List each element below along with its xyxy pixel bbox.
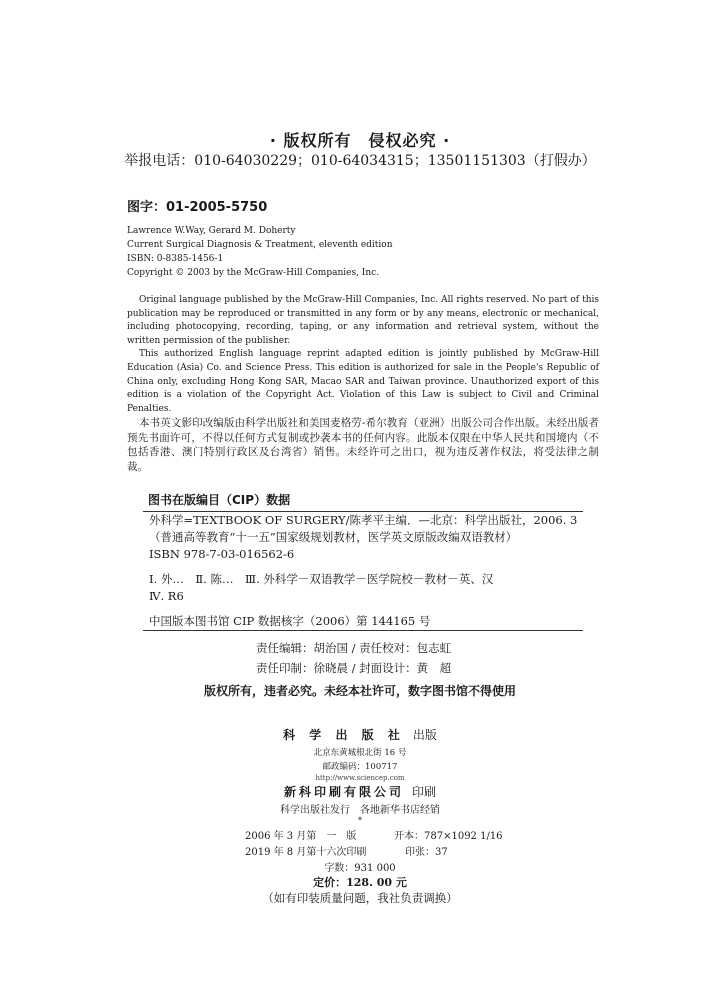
report-phone: 举报电话：010-64030229；010-64034315；13501151303（打假办）: [124, 153, 596, 169]
original-language-notice: Original language published by the McGraw-Hill Companies, Inc. All rights reserved. No part of this publication may be reproduced or transmitted in any form or by any means, electronic or mechanical, including photocopying, recording, taping, or any information and retrieval system, without the written permission of the publisher.: [127, 295, 599, 346]
printer-name: 新科印刷有限公司: [283, 785, 404, 799]
cip-data-block: [143, 511, 583, 631]
original-copyright: Copyright © 2003 by the McGraw-Hill Companies, Inc.: [127, 268, 380, 278]
publisher-row: [0, 726, 720, 743]
original-isbn: ISBN: 0-8385-1456-1: [127, 254, 224, 264]
publisher-address: 北京东黄城根北街 16 号: [313, 748, 407, 758]
cip-isbn: ISBN 978-7-03-016562-6: [149, 547, 295, 561]
permit-number: 图字：01-2005-5750: [127, 200, 268, 215]
cip-line-2: （普通高等教育“十一五”国家级规划教材，医学英文原版改编双语教材）: [149, 530, 518, 544]
publisher-name: 科 学 出 版 社: [283, 728, 405, 742]
cip-number: 中国版本图书馆 CIP 数据核字（2006）第 144165 号: [149, 614, 431, 628]
cip-bottom-rule: [143, 630, 583, 631]
edition-line: 2006 年 3 月第 一 版: [245, 831, 357, 842]
authorized-reprint-notice: This authorized English language reprint adapted edition is jointly published by McGraw-Hill Education (Asia) Co. and Science Press. This edition is authorized for sale in the People's Republic of China only, excluding Hong Kong SAR, Macao SAR and Taiwan province. Unauthorized export of this edition is a violation of the Copyright Act. Violation of this Law is subject to Civil and Criminal Penalties.: [127, 349, 599, 414]
chinese-notice: 本书英文影印改编版由科学出版社和美国麦格劳-希尔教育（亚洲）出版公司合作出版。未经出版者预先书面许可，不得以任何方式复制或抄袭本书的任何内容。此版本仅限在中华人民共和国境内（不包括香港、澳门特别行政区及台湾省）销售。未经许可之出口，视为违反著作权法，将受法律之制裁。: [127, 417, 599, 473]
distribution-line: 科学出版社发行 各地新华书店经销: [280, 805, 440, 816]
printing-line: 2019 年 8 月第十六次印刷: [245, 847, 367, 858]
word-count: 字数：931 000: [324, 863, 396, 874]
printer-row: [0, 783, 720, 800]
sheets-line: 印张：37: [405, 847, 448, 858]
printer-suffix: 印刷: [412, 785, 437, 799]
editors-line-2: 责任印制：徐晓晨 / 封面设计：黄 超: [256, 661, 452, 675]
price: 定价：128. 00 元: [313, 876, 407, 889]
cip-classification-1: Ⅰ. 外… Ⅱ. 陈… Ⅲ. 外科学－双语教学－医学院校－教材－英、汉: [149, 572, 494, 586]
original-title: Current Surgical Diagnosis & Treatment, eleventh edition: [127, 240, 393, 250]
editors-line-1: 责任编辑：胡治国 / 责任校对：包志虹: [256, 641, 452, 655]
publisher-suffix: 出版: [412, 728, 437, 742]
original-edition-info: [127, 224, 607, 280]
publisher-url: http://www.sciencep.com: [315, 774, 405, 782]
copyright-notice: [127, 294, 599, 474]
replacement-note: （如有印装质量问题，我社负责调换）: [262, 891, 458, 905]
format-line: 开本：787×1092 1/16: [394, 831, 503, 842]
copyright-title: · 版权所有 侵权必究 ·: [269, 131, 451, 150]
cip-title: 图书在版编目（CIP）数据: [148, 493, 291, 507]
cip-classification-2: Ⅳ. R6: [149, 589, 184, 603]
cip-line-1: 外科学=TEXTBOOK OF SURGERY/陈孝平主编．—北京：科学出版社，2006. 3: [149, 513, 578, 527]
original-authors: Lawrence W.Way, Gerard M. Doherty: [127, 226, 296, 236]
publisher-postcode: 邮政编码：100717: [322, 762, 398, 772]
all-rights-statement: 版权所有，违者必究。未经本社许可，数字图书馆不得使用: [203, 684, 516, 698]
divider-star: *: [357, 816, 363, 826]
